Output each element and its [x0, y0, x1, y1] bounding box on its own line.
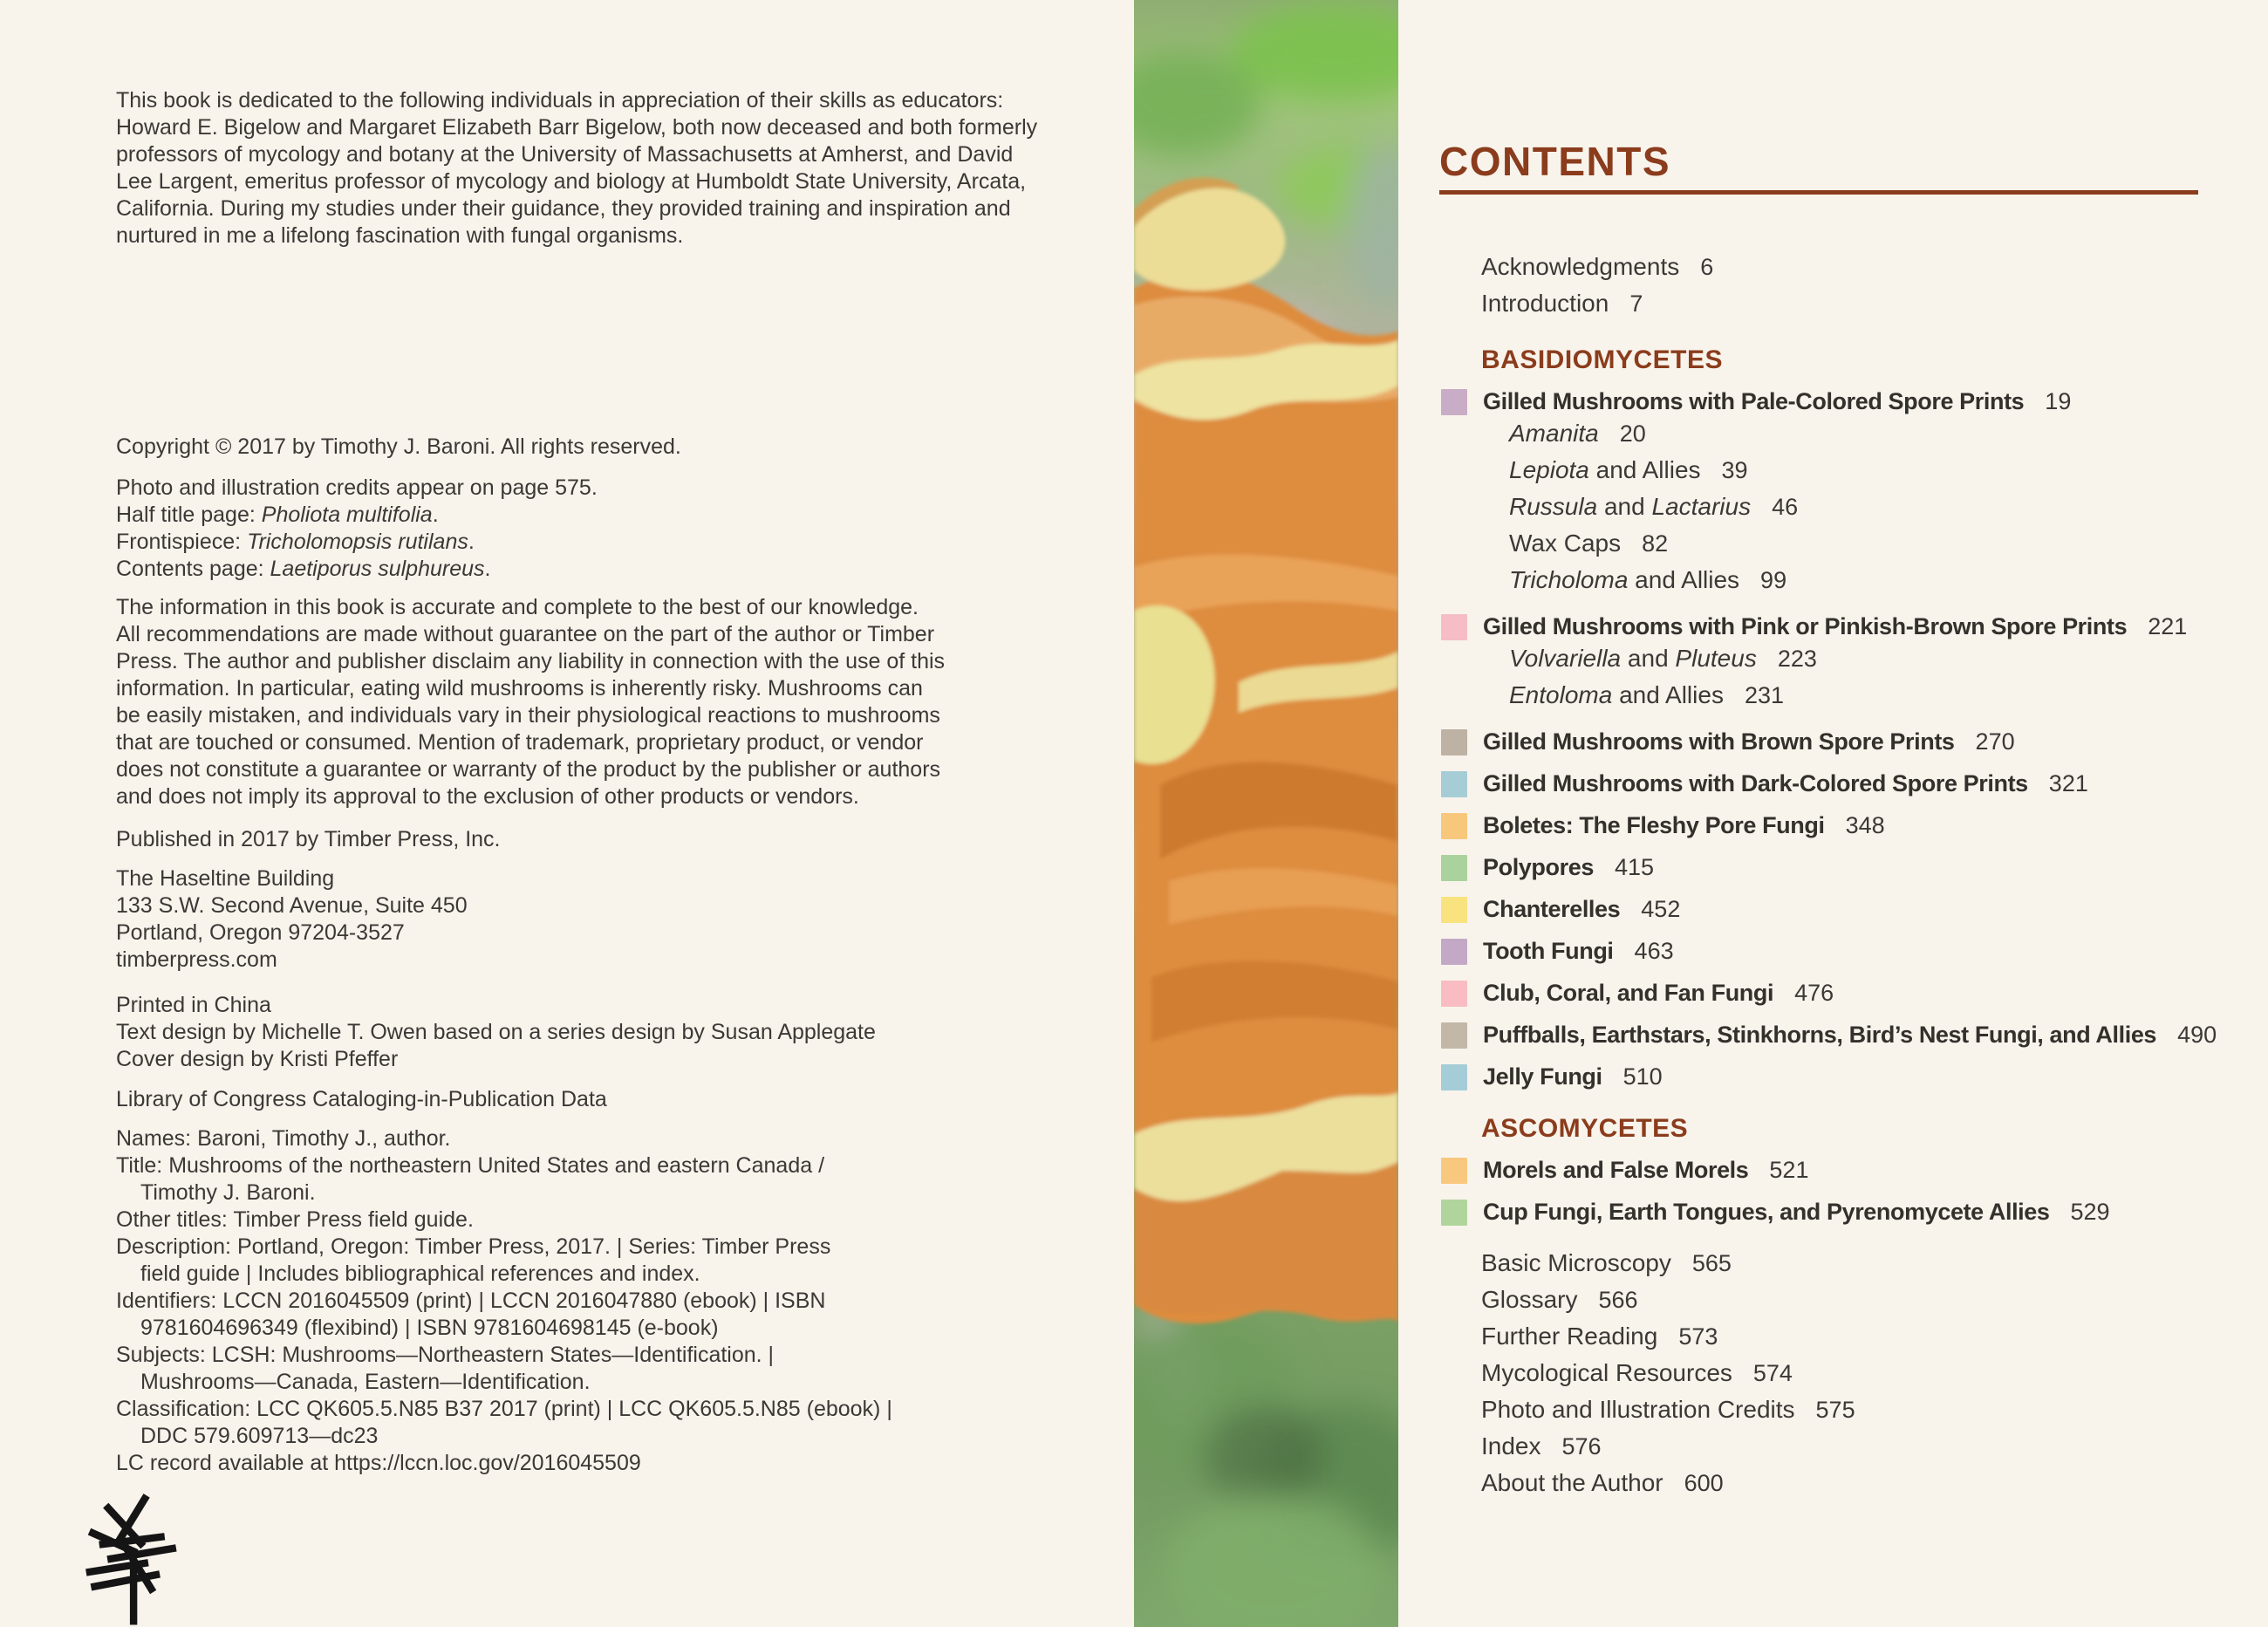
- toc-page-number: 574: [1752, 1360, 1793, 1386]
- toc-front-item: [1439, 249, 2229, 285]
- toc-page-number: 6: [1700, 254, 1714, 280]
- toc-group-row: [1439, 728, 2229, 755]
- toc-page-number: 490: [2177, 1022, 2217, 1048]
- toc-group-label: Chanterelles: [1483, 896, 1621, 922]
- toc-item-label: Further Reading: [1481, 1323, 1658, 1350]
- credits-line: [116, 502, 1119, 529]
- toc-group-row: [1439, 613, 2229, 640]
- toc-group-label: Gilled Mushrooms with Dark-Colored Spore Prints: [1483, 770, 2028, 796]
- toc-page-number: 476: [1794, 980, 1834, 1006]
- toc-page-number: 270: [1975, 728, 2015, 755]
- genus-name: Russula: [1509, 493, 1598, 520]
- toc-group-label: Morels and False Morels: [1483, 1157, 1749, 1183]
- toc-group-label: Club, Coral, and Fan Fungi: [1483, 980, 1774, 1006]
- catalog-line: Title: Mushrooms of the northeastern United States and eastern Canada /: [116, 1153, 825, 1178]
- toc-back-matter: [1439, 1245, 2229, 1501]
- toc-group-row: [1439, 854, 2229, 881]
- toc-page-number: 99: [1760, 567, 1787, 593]
- category-color-swatch: [1441, 1200, 1467, 1226]
- toc-item-label: Photo and Illustration Credits: [1481, 1396, 1795, 1423]
- credits-line: [116, 529, 1119, 556]
- toc-group-row: [1439, 1022, 2229, 1049]
- category-color-swatch: [1441, 1064, 1467, 1090]
- genus-name: Entoloma: [1509, 681, 1613, 708]
- toc-item-label: Mycological Resources: [1481, 1359, 1732, 1386]
- dedication-line: California. During my studies under their guidance, they provided training and inspiration and: [116, 196, 1011, 221]
- toc-group-row: [1439, 812, 2229, 839]
- catalog-line: 9781604696349 (flexibind) | ISBN 9781604698145 (e-book): [140, 1316, 719, 1340]
- text-segment: .: [468, 530, 475, 554]
- toc-front-matter: [1439, 249, 2229, 322]
- category-color-swatch: [1441, 771, 1467, 797]
- toc-group-label: Gilled Mushrooms with Pink or Pinkish-Brown Spore Prints: [1483, 613, 2128, 639]
- toc-page-number: 566: [1598, 1287, 1638, 1313]
- toc-group-label: Gilled Mushrooms with Brown Spore Prints: [1483, 728, 1955, 755]
- toc-page-number: 521: [1769, 1157, 1809, 1183]
- toc-item-label: About the Author: [1481, 1469, 1663, 1496]
- disclaimer-line: that are touched or consumed. Mention of trademark, proprietary product, or vendor: [116, 730, 924, 755]
- toc-front-item: [1439, 285, 2229, 322]
- production-credits-block: [116, 992, 1119, 1073]
- catalog-line: Other titles: Timber Press field guide.: [116, 1207, 474, 1232]
- toc-group-row: [1439, 980, 2229, 1007]
- toc-item-label: Glossary: [1481, 1286, 1578, 1313]
- toc-back-item: [1439, 1391, 2229, 1428]
- catalog-line: Classification: LCC QK605.5.N85 B37 2017 (print) | LCC QK605.5.N85 (ebook) |: [116, 1397, 892, 1421]
- toc-group-label: Gilled Mushrooms with Pale-Colored Spore Prints: [1483, 388, 2025, 414]
- genus-name: Volvariella: [1509, 645, 1622, 672]
- copyright-line: Copyright © 2017 by Timothy J. Baroni. All rights reserved.: [116, 434, 681, 459]
- category-color-swatch: [1441, 389, 1467, 415]
- dedication-line: Lee Largent, emeritus professor of mycology and biology at Humboldt State University, Arcata,: [116, 169, 1027, 194]
- toc-item-label: Index: [1481, 1432, 1541, 1460]
- toc-sub-row: [1439, 489, 2229, 525]
- genus-name: Tricholomopsis rutilans: [247, 530, 468, 554]
- loc-heading: Library of Congress Cataloging-in-Publication Data: [116, 1087, 607, 1111]
- toc-group-label: Polypores: [1483, 854, 1594, 880]
- catalog-line: Description: Portland, Oregon: Timber Press, 2017. | Series: Timber Press: [116, 1234, 831, 1259]
- toc-group-row: [1439, 1199, 2229, 1226]
- published-line: Published in 2017 by Timber Press, Inc.: [116, 827, 501, 851]
- dedication-line: professors of mycology and botany at the University of Massachusetts at Amherst, and David: [116, 142, 1014, 167]
- text-segment: and: [1621, 645, 1676, 672]
- category-color-swatch: [1441, 855, 1467, 881]
- toc-page-number: 463: [1634, 938, 1674, 964]
- text-segment: and Allies: [1628, 566, 1740, 593]
- toc-section-heading: BASIDIOMYCETES: [1481, 345, 1724, 374]
- text-segment: Wax Caps: [1509, 530, 1622, 557]
- dedication-line: Howard E. Bigelow and Margaret Elizabeth Barr Bigelow, both now deceased and both formerly: [116, 115, 1038, 140]
- toc-group-label: Boletes: The Fleshy Pore Fungi: [1483, 812, 1825, 838]
- toc-page-number: 348: [1845, 812, 1885, 838]
- toc-group-label: Cup Fungi, Earth Tongues, and Pyrenomycete Allies: [1483, 1199, 2050, 1225]
- toc-back-item: [1439, 1465, 2229, 1501]
- production-line: Cover design by Kristi Pfeffer: [116, 1047, 399, 1071]
- disclaimer-line: and does not imply its approval to the exclusion of other products or vendors.: [116, 784, 859, 809]
- text-segment: and Allies: [1612, 681, 1724, 708]
- disclaimer-line: The information in this book is accurate and complete to the best of our knowledge.: [116, 595, 919, 619]
- credits-block: [116, 475, 1119, 583]
- toc-page-number: 510: [1622, 1063, 1663, 1090]
- genus-name: Tricholoma: [1509, 566, 1629, 593]
- toc-back-item: [1439, 1282, 2229, 1318]
- catalog-line: Subjects: LCSH: Mushrooms—Northeastern States—Identification. |: [116, 1343, 775, 1367]
- toc-item-label: Introduction: [1481, 290, 1609, 317]
- disclaimer-line: Press. The author and publisher disclaim any liability in connection with the use of this: [116, 649, 946, 673]
- text-segment: Photo and illustration credits appear on page 575.: [116, 475, 598, 500]
- laetiporus-sulphureus-photo: [1134, 0, 1398, 1627]
- toc-page-number: 575: [1815, 1397, 1855, 1423]
- toc-group-row: [1439, 938, 2229, 965]
- catalog-line: Names: Baroni, Timothy J., author.: [116, 1126, 451, 1151]
- toc-group-row: [1439, 770, 2229, 797]
- text-segment: and Allies: [1588, 456, 1701, 483]
- text-segment: Half title page:: [116, 502, 262, 527]
- text-segment: .: [484, 557, 491, 581]
- toc-back-item: [1439, 1318, 2229, 1355]
- disclaimer-line: does not constitute a guarantee or warranty of the product by the publisher or authors: [116, 757, 941, 782]
- toc-page-number: 82: [1642, 530, 1669, 557]
- toc-sub-row: [1439, 452, 2229, 489]
- toc-group-row: [1439, 1063, 2229, 1090]
- genus-name: Pholiota multifolia: [261, 502, 433, 527]
- toc-sub-row: [1439, 415, 2229, 452]
- toc-back-item: [1439, 1355, 2229, 1391]
- contents-page: [1439, 140, 2229, 1501]
- text-segment: and: [1597, 493, 1652, 520]
- publisher-address-block: [116, 865, 1119, 974]
- address-line: The Haseltine Building: [116, 866, 335, 891]
- toc-back-item: [1439, 1428, 2229, 1465]
- catalog-line: Identifiers: LCCN 2016045509 (print) | LCCN 2016047880 (ebook) | ISBN: [116, 1289, 826, 1313]
- dedication-line: This book is dedicated to the following individuals in appreciation of their skills as educators:: [116, 88, 1004, 113]
- contents-rule: [1439, 190, 2198, 195]
- catalog-line: DDC 579.609713—dc23: [140, 1424, 379, 1448]
- loc-catalog-block: [116, 1125, 1119, 1477]
- toc-page-number: 231: [1744, 682, 1784, 708]
- text-segment: Frontispiece:: [116, 530, 248, 554]
- toc-sub-row: [1439, 562, 2229, 598]
- text-segment: .: [432, 502, 439, 527]
- toc-page-number: 452: [1641, 896, 1681, 922]
- catalog-line: field guide | Includes bibliographical references and index.: [140, 1261, 700, 1286]
- category-color-swatch: [1441, 897, 1467, 923]
- toc-page-number: 19: [2045, 388, 2072, 414]
- catalog-line: Mushrooms—Canada, Eastern—Identification.: [140, 1370, 591, 1394]
- table-of-contents: [1439, 249, 2229, 1501]
- address-line: timberpress.com: [116, 947, 277, 972]
- production-line: Printed in China: [116, 993, 271, 1017]
- dedication-line: nurtured in me a lifelong fascination with fungal organisms.: [116, 223, 684, 248]
- toc-page-number: 7: [1629, 291, 1643, 317]
- toc-page-number: 529: [2070, 1199, 2110, 1225]
- toc-sub-row: [1439, 640, 2229, 677]
- toc-item-label: Basic Microscopy: [1481, 1249, 1671, 1276]
- genus-name: Amanita: [1509, 420, 1599, 447]
- toc-group-row: [1439, 388, 2229, 415]
- credits-line: [116, 475, 1119, 502]
- disclaimer-line: All recommendations are made without guarantee on the part of the author or Timber: [116, 622, 935, 646]
- genus-name: Lepiota: [1509, 456, 1589, 483]
- production-line: Text design by Michelle T. Owen based on a series design by Susan Applegate: [116, 1020, 876, 1044]
- toc-page-number: 415: [1614, 854, 1655, 880]
- genus-name: Pluteus: [1675, 645, 1757, 672]
- disclaimer-line: information. In particular, eating wild mushrooms is inherently risky. Mushrooms can: [116, 676, 923, 701]
- category-color-swatch: [1441, 813, 1467, 839]
- dedication-paragraph: [116, 87, 1119, 250]
- toc-page-number: 321: [2048, 770, 2088, 796]
- category-color-swatch: [1441, 729, 1467, 755]
- toc-page-number: 221: [2148, 613, 2188, 639]
- credits-line: [116, 556, 1119, 583]
- toc-page-number: 576: [1561, 1433, 1602, 1460]
- category-color-swatch: [1441, 981, 1467, 1007]
- toc-page-number: 20: [1619, 420, 1646, 447]
- category-color-swatch: [1441, 614, 1467, 640]
- toc-page-number: 39: [1721, 457, 1748, 483]
- disclaimer-line: be easily mistaken, and individuals vary in their physiological reactions to mushrooms: [116, 703, 940, 728]
- category-color-swatch: [1441, 1158, 1467, 1184]
- toc-sections: [1439, 346, 2229, 1226]
- disclaimer-paragraph: [116, 594, 1119, 810]
- toc-sub-row: [1439, 525, 2229, 562]
- toc-item-label: Acknowledgments: [1481, 253, 1680, 280]
- contents-title: CONTENTS: [1439, 139, 1670, 184]
- toc-page-number: 573: [1678, 1323, 1718, 1350]
- address-line: 133 S.W. Second Avenue, Suite 450: [116, 893, 468, 918]
- catalog-line: LC record available at https://lccn.loc.gov/2016045509: [116, 1451, 641, 1475]
- address-line: Portland, Oregon 97204-3527: [116, 920, 405, 945]
- toc-sub-row: [1439, 677, 2229, 714]
- toc-section-heading: ASCOMYCETES: [1481, 1114, 1689, 1143]
- toc-page-number: 223: [1777, 646, 1817, 672]
- timber-press-logo: [83, 1492, 214, 1627]
- category-color-swatch: [1441, 939, 1467, 965]
- toc-page-number: 565: [1691, 1250, 1732, 1276]
- toc-page-number: 46: [1772, 494, 1799, 520]
- toc-group-row: [1439, 896, 2229, 923]
- toc-group-label: Tooth Fungi: [1483, 938, 1614, 964]
- genus-name: Lactarius: [1651, 493, 1752, 520]
- genus-name: Laetiporus sulphureus: [270, 557, 485, 581]
- toc-page-number: 600: [1684, 1470, 1724, 1496]
- text-segment: Contents page:: [116, 557, 270, 581]
- category-color-swatch: [1441, 1022, 1467, 1049]
- toc-back-item: [1439, 1245, 2229, 1282]
- toc-group-label: Puffballs, Earthstars, Stinkhorns, Bird’s Nest Fungi, and Allies: [1483, 1022, 2157, 1048]
- catalog-line: Timothy J. Baroni.: [140, 1180, 316, 1205]
- toc-group-row: [1439, 1157, 2229, 1184]
- toc-group-label: Jelly Fungi: [1483, 1063, 1602, 1090]
